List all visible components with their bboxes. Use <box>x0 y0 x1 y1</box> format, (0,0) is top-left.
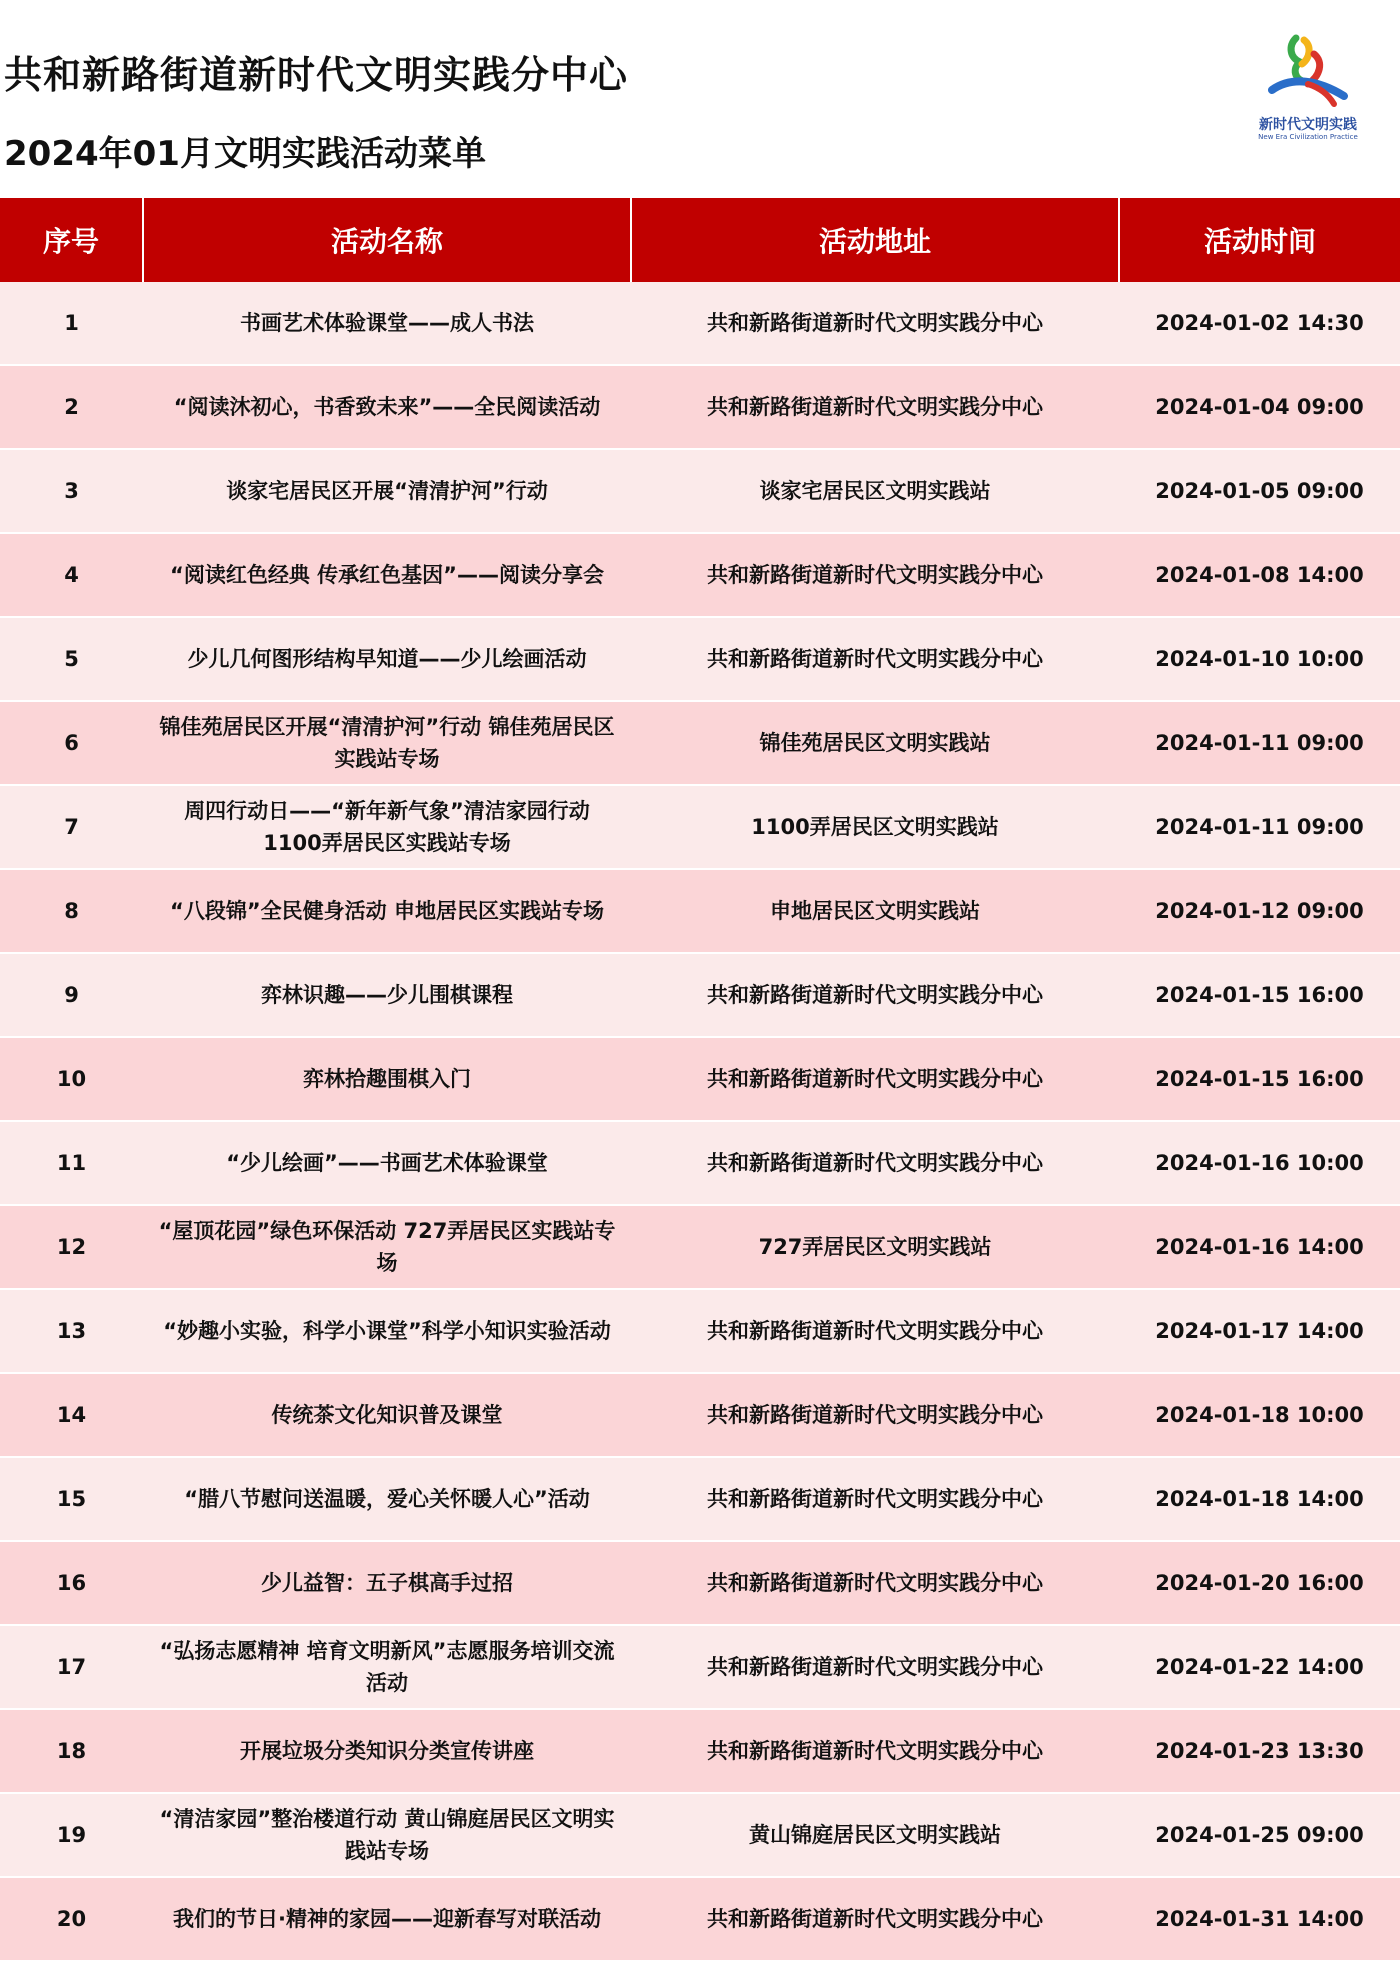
activity-name: 书画艺术体验课堂——成人书法 <box>143 282 631 365</box>
activity-address: 共和新路街道新时代文明实践分中心 <box>631 282 1119 365</box>
activity-time: 2024-01-18 14:00 <box>1119 1457 1400 1541</box>
row-number: 4 <box>0 533 143 617</box>
table-row <box>0 365 1400 449</box>
row-number: 5 <box>0 617 143 701</box>
activity-address: 共和新路街道新时代文明实践分中心 <box>631 1541 1119 1625</box>
activity-time: 2024-01-16 14:00 <box>1119 1205 1400 1289</box>
row-number: 13 <box>0 1289 143 1373</box>
row-number: 19 <box>0 1793 143 1877</box>
activity-name: “阅读红色经典 传承红色基因”——阅读分享会 <box>143 533 631 617</box>
activity-name: “清洁家园”整治楼道行动 黄山锦庭居民区文明实践站专场 <box>143 1793 631 1877</box>
page-title: 共和新路街道新时代文明实践分中心 <box>4 53 629 97</box>
table-row <box>0 1457 1400 1541</box>
table-row <box>0 533 1400 617</box>
table-header-row <box>0 198 1400 282</box>
row-number: 12 <box>0 1205 143 1289</box>
table-row <box>0 953 1400 1037</box>
row-number: 20 <box>0 1877 143 1961</box>
activity-time: 2024-01-18 10:00 <box>1119 1373 1400 1457</box>
activity-address: 共和新路街道新时代文明实践分中心 <box>631 1457 1119 1541</box>
activity-time: 2024-01-11 09:00 <box>1119 785 1400 869</box>
row-number: 6 <box>0 701 143 785</box>
row-number: 2 <box>0 365 143 449</box>
activity-name: 少儿益智：五子棋高手过招 <box>143 1541 631 1625</box>
activity-address: 共和新路街道新时代文明实践分中心 <box>631 1289 1119 1373</box>
table-row <box>0 1037 1400 1121</box>
row-number: 11 <box>0 1121 143 1205</box>
page-header <box>0 0 1400 198</box>
row-number: 9 <box>0 953 143 1037</box>
activity-name: “弘扬志愿精神 培育文明新风”志愿服务培训交流活动 <box>143 1625 631 1709</box>
activity-time: 2024-01-17 14:00 <box>1119 1289 1400 1373</box>
activity-address: 727弄居民区文明实践站 <box>631 1205 1119 1289</box>
table-row <box>0 1877 1400 1961</box>
table-row <box>0 1205 1400 1289</box>
table-row <box>0 1289 1400 1373</box>
table-row <box>0 1121 1400 1205</box>
logo-emblem-icon <box>1268 32 1348 112</box>
activity-time: 2024-01-02 14:30 <box>1119 282 1400 365</box>
activity-address: 申地居民区文明实践站 <box>631 869 1119 953</box>
activity-address: 共和新路街道新时代文明实践分中心 <box>631 1709 1119 1793</box>
activity-time: 2024-01-04 09:00 <box>1119 365 1400 449</box>
activity-time: 2024-01-11 09:00 <box>1119 701 1400 785</box>
activity-time: 2024-01-25 09:00 <box>1119 1793 1400 1877</box>
row-number: 17 <box>0 1625 143 1709</box>
column-header-address: 活动地址 <box>631 198 1119 282</box>
activity-address: 共和新路街道新时代文明实践分中心 <box>631 953 1119 1037</box>
row-number: 15 <box>0 1457 143 1541</box>
civilization-practice-logo <box>1228 32 1388 152</box>
activity-name: 开展垃圾分类知识分类宣传讲座 <box>143 1709 631 1793</box>
activity-time: 2024-01-10 10:00 <box>1119 617 1400 701</box>
table-row <box>0 1373 1400 1457</box>
activity-address: 共和新路街道新时代文明实践分中心 <box>631 1625 1119 1709</box>
activity-time: 2024-01-12 09:00 <box>1119 869 1400 953</box>
row-number: 10 <box>0 1037 143 1121</box>
column-header-no: 序号 <box>0 198 143 282</box>
activity-menu-table <box>0 198 1400 1962</box>
row-number: 18 <box>0 1709 143 1793</box>
activity-name: “屋顶花园”绿色环保活动 727弄居民区实践站专场 <box>143 1205 631 1289</box>
activity-time: 2024-01-20 16:00 <box>1119 1541 1400 1625</box>
table-row <box>0 785 1400 869</box>
activity-time: 2024-01-08 14:00 <box>1119 533 1400 617</box>
table-row <box>0 869 1400 953</box>
activity-address: 共和新路街道新时代文明实践分中心 <box>631 365 1119 449</box>
logo-name-en: New Era Civilization Practice <box>1258 133 1358 141</box>
activity-time: 2024-01-16 10:00 <box>1119 1121 1400 1205</box>
activity-address: 共和新路街道新时代文明实践分中心 <box>631 1373 1119 1457</box>
activity-address: 锦佳苑居民区文明实践站 <box>631 701 1119 785</box>
activity-address: 黄山锦庭居民区文明实践站 <box>631 1793 1119 1877</box>
activity-name: 弈林识趣——少儿围棋课程 <box>143 953 631 1037</box>
table-row <box>0 1625 1400 1709</box>
activity-name: 我们的节日·精神的家园——迎新春写对联活动 <box>143 1877 631 1961</box>
activity-name: “腊八节慰问送温暖，爱心关怀暖人心”活动 <box>143 1457 631 1541</box>
row-number: 3 <box>0 449 143 533</box>
logo-name-cn: 新时代文明实践 <box>1259 117 1357 133</box>
table-row <box>0 282 1400 365</box>
activity-name: 少儿几何图形结构早知道——少儿绘画活动 <box>143 617 631 701</box>
row-number: 1 <box>0 282 143 365</box>
activity-name: “少儿绘画”——书画艺术体验课堂 <box>143 1121 631 1205</box>
table-row <box>0 449 1400 533</box>
page-subtitle: 2024年01月文明实践活动菜单 <box>4 134 486 174</box>
activity-name: 传统茶文化知识普及课堂 <box>143 1373 631 1457</box>
activity-address: 1100弄居民区文明实践站 <box>631 785 1119 869</box>
activity-address: 共和新路街道新时代文明实践分中心 <box>631 1037 1119 1121</box>
activity-address: 共和新路街道新时代文明实践分中心 <box>631 1877 1119 1961</box>
activity-name: 谈家宅居民区开展“清清护河”行动 <box>143 449 631 533</box>
activity-name: “八段锦”全民健身活动 申地居民区实践站专场 <box>143 869 631 953</box>
activity-address: 谈家宅居民区文明实践站 <box>631 449 1119 533</box>
activity-name: “阅读沐初心，书香致未来”——全民阅读活动 <box>143 365 631 449</box>
activity-name: 弈林拾趣围棋入门 <box>143 1037 631 1121</box>
activity-address: 共和新路街道新时代文明实践分中心 <box>631 617 1119 701</box>
activity-name: “妙趣小实验，科学小课堂”科学小知识实验活动 <box>143 1289 631 1373</box>
activity-time: 2024-01-15 16:00 <box>1119 953 1400 1037</box>
table-row <box>0 701 1400 785</box>
activity-time: 2024-01-05 09:00 <box>1119 449 1400 533</box>
activity-name: 周四行动日——“新年新气象”清洁家园行动 1100弄居民区实践站专场 <box>143 785 631 869</box>
row-number: 16 <box>0 1541 143 1625</box>
table-row <box>0 1541 1400 1625</box>
table-row <box>0 617 1400 701</box>
activity-time: 2024-01-31 14:00 <box>1119 1877 1400 1961</box>
activity-time: 2024-01-15 16:00 <box>1119 1037 1400 1121</box>
activity-address: 共和新路街道新时代文明实践分中心 <box>631 1121 1119 1205</box>
column-header-time: 活动时间 <box>1119 198 1400 282</box>
row-number: 8 <box>0 869 143 953</box>
row-number: 7 <box>0 785 143 869</box>
row-number: 14 <box>0 1373 143 1457</box>
column-header-name: 活动名称 <box>143 198 631 282</box>
table-row <box>0 1709 1400 1793</box>
activity-time: 2024-01-22 14:00 <box>1119 1625 1400 1709</box>
activity-time: 2024-01-23 13:30 <box>1119 1709 1400 1793</box>
activity-address: 共和新路街道新时代文明实践分中心 <box>631 533 1119 617</box>
activity-name: 锦佳苑居民区开展“清清护河”行动 锦佳苑居民区实践站专场 <box>143 701 631 785</box>
table-row <box>0 1793 1400 1877</box>
